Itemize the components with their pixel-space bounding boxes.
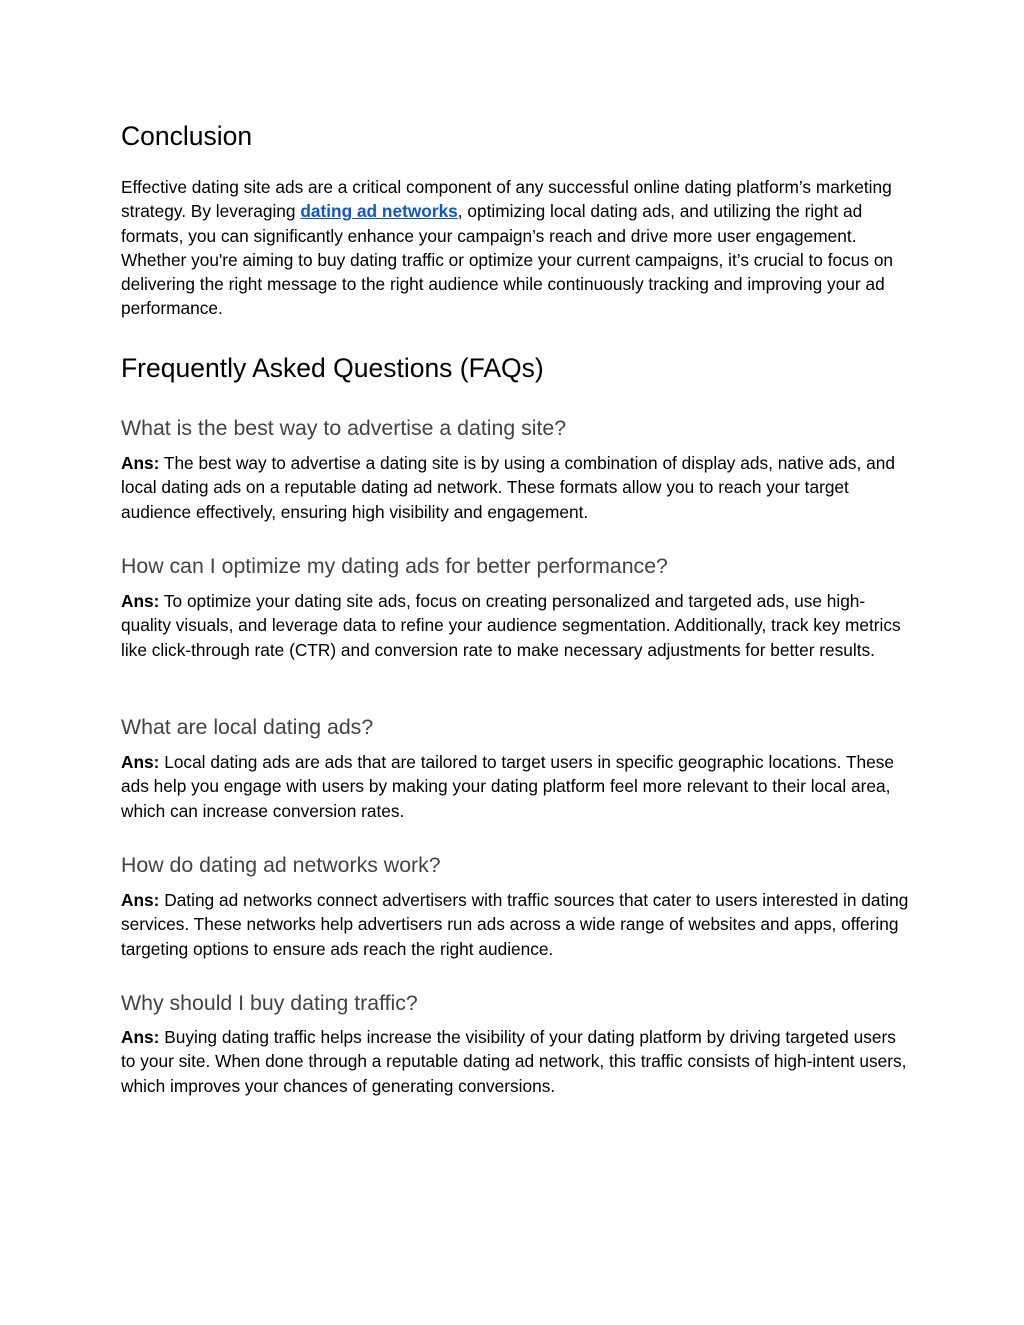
faq-answer-text: Buying dating traffic helps increase the visibility of your dating platform by driving targeted users to your site. When done through a reputable dating ad network, this traffic consists of high-intent users, which improves your chances of generating conversions. [121,1027,907,1096]
answer-prefix: Ans: [121,1027,160,1047]
faq-answer-text: The best way to advertise a dating site is by using a combination of display ads, native ads, and local dating ads on a reputable dating ad network. These formats allow you to reach your target audience effectively, ensuring high visibility and engagement. [121,453,895,522]
faq-answer-4 [121,888,911,961]
answer-prefix: Ans: [121,591,160,611]
conclusion-heading: Conclusion [121,121,253,151]
faq-answer-text: Local dating ads are ads that are tailored to target users in specific geographic locations. These ads help you engage with users by making your dating platform feel more relevant to their local area, which can increase conversion rates. [121,752,894,821]
dating-ad-networks-link[interactable]: dating ad networks [300,201,458,222]
faq-answer-5 [121,1025,911,1098]
answer-prefix: Ans: [121,890,160,910]
faq-question-2: How can I optimize my dating ads for better performance? [121,554,668,578]
conclusion-paragraph [121,175,911,321]
faq-question-4: How do dating ad networks work? [121,853,441,877]
faqs-heading: Frequently Asked Questions (FAQs) [121,353,544,383]
answer-prefix: Ans: [121,752,160,772]
answer-prefix: Ans: [121,453,160,473]
faq-answer-text: To optimize your dating site ads, focus on creating personalized and targeted ads, use high-quality visuals, and leverage data to refine your audience segmentation. Additionally, track key metrics like click-through rate (CTR) and conversion rate to make necessary adjustments for better results. [121,591,901,660]
faq-question-5: Why should I buy dating traffic? [121,991,418,1015]
faq-answer-2 [121,589,911,662]
conclusion-text-before-link: Effective dating site ads are a critical component of any successful online dating platform’s marketing strategy. By leveraging [121,177,892,222]
faq-question-1: What is the best way to advertise a dating site? [121,416,567,440]
faq-answer-1 [121,451,911,524]
faq-answer-text: Dating ad networks connect advertisers with traffic sources that cater to users interested in dating services. These networks help advertisers run ads across a wide range of websites and apps, offering targeting options to ensure ads reach the right audience. [121,890,909,959]
faq-question-3: What are local dating ads? [121,715,374,739]
conclusion-text-after-link: , optimizing local dating ads, and utilizing the right ad formats, you can significantly enhance your campaign’s reach and drive more user engagement. Whether you're aiming to buy dating traffic or optimize your current campaigns, it’s crucial to focus on delivering the right message to the right audience while continuously tracking and improving your ad performance. [121,201,894,319]
faq-answer-3 [121,750,911,823]
